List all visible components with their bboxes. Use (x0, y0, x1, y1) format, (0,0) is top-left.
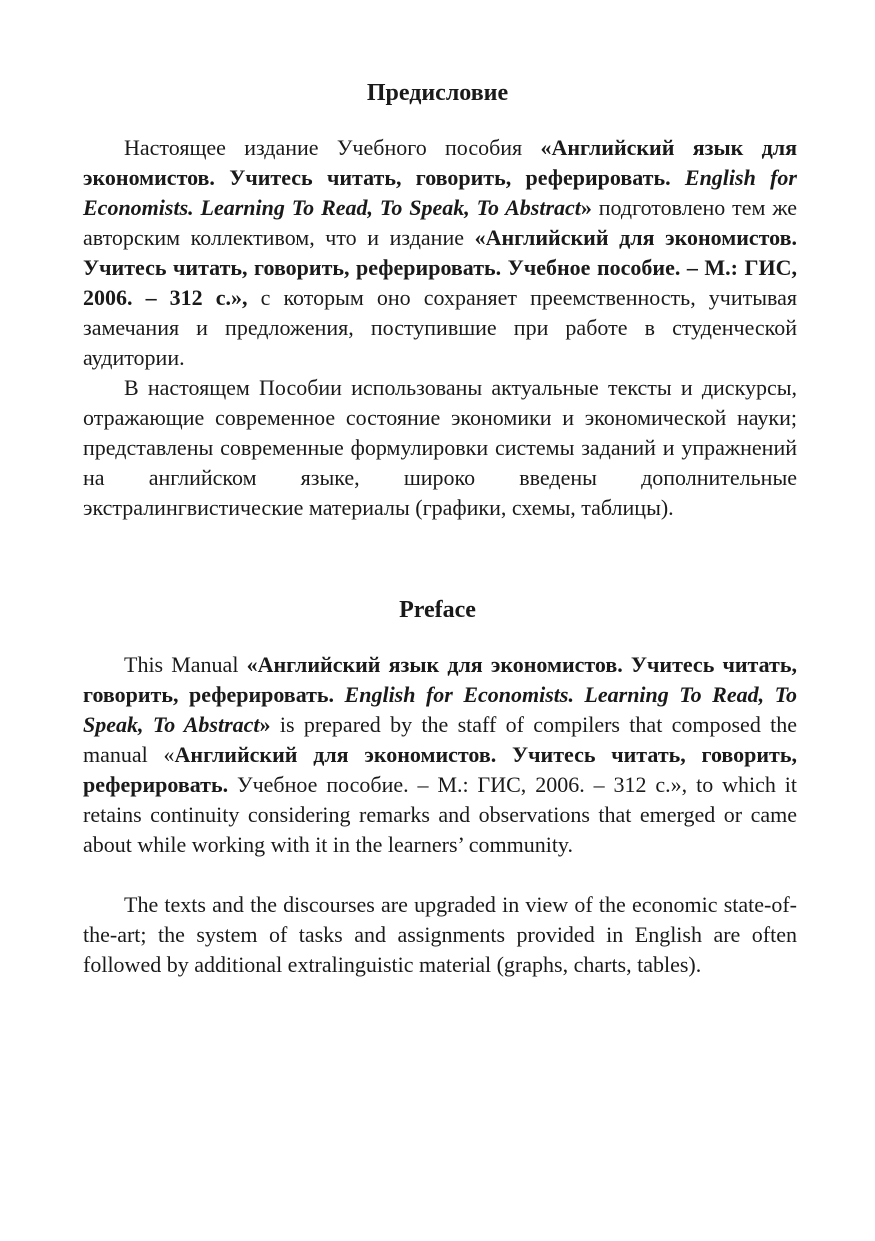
ru-p1-text-3: с которым оно сохраняет преемственность, учитывая замечания и предложения, поступившие при работе в студенческой аудитории. (83, 285, 798, 370)
russian-paragraph-2: В настоящем Пособии использованы актуальные тексты и дискурсы, отражающие современное состояние экономики и экономической науки; представлены современные формулировки системы заданий и упражнений на английском языке, широко введены дополнительные экстралингвистические материалы (графики, схемы, таблицы). (83, 375, 797, 520)
en-p1-english-title: English for Economists. Learning To Read, To Speak, To Abstract (83, 682, 797, 737)
en-p1-text-1: This Manual (124, 652, 247, 677)
english-paragraph-1 (83, 650, 797, 860)
ru-p1-bold-title: «Английский язык для экономистов. Учитесь читать, говорить, реферировать. (83, 135, 797, 190)
en-p1-bold-citation: Английский для экономистов. Учитесь читать, говорить, реферировать. (83, 742, 797, 797)
en-p1-text-2: is prepared by the staff of compilers that composed the manual « (83, 712, 798, 767)
en-p1-bold-title: «Английский язык для экономистов. Учитесь читать, говорить, реферировать. (83, 652, 797, 707)
ru-p1-bold-close: » (580, 195, 592, 220)
english-heading: Preface (399, 597, 476, 623)
en-p1-bold-close: » (259, 712, 271, 737)
ru-p1-bold-citation: «Английский для экономистов. Учитесь читать, говорить, реферировать. Учебное пособие. – М.: ГИС, 2006. – 312 с.», (83, 225, 797, 310)
en-p1-text-3: Учебное пособие. – М.: ГИС, 2006. – 312 с.», to which it retains continuity considering remarks and observations that emerged or came about while working with it in the learners’ community. (83, 772, 797, 857)
ru-p1-text-2: подготовлено тем же авторским коллективом, что и издание (83, 195, 797, 250)
english-paragraph-2: The texts and the discourses are upgraded in view of the economic state-of-the-art; the system of tasks and assignments provided in English are often followed by additional extralinguistic material (graphs, charts, tables). (83, 892, 797, 977)
russian-paragraph-1 (83, 133, 797, 373)
ru-p1-english-title: English for Economists. Learning To Read, To Speak, To Abstract (83, 165, 797, 220)
russian-heading: Предисловие (366, 80, 509, 106)
ru-p1-text-1: Настоящее издание Учебного пособия (124, 135, 541, 160)
